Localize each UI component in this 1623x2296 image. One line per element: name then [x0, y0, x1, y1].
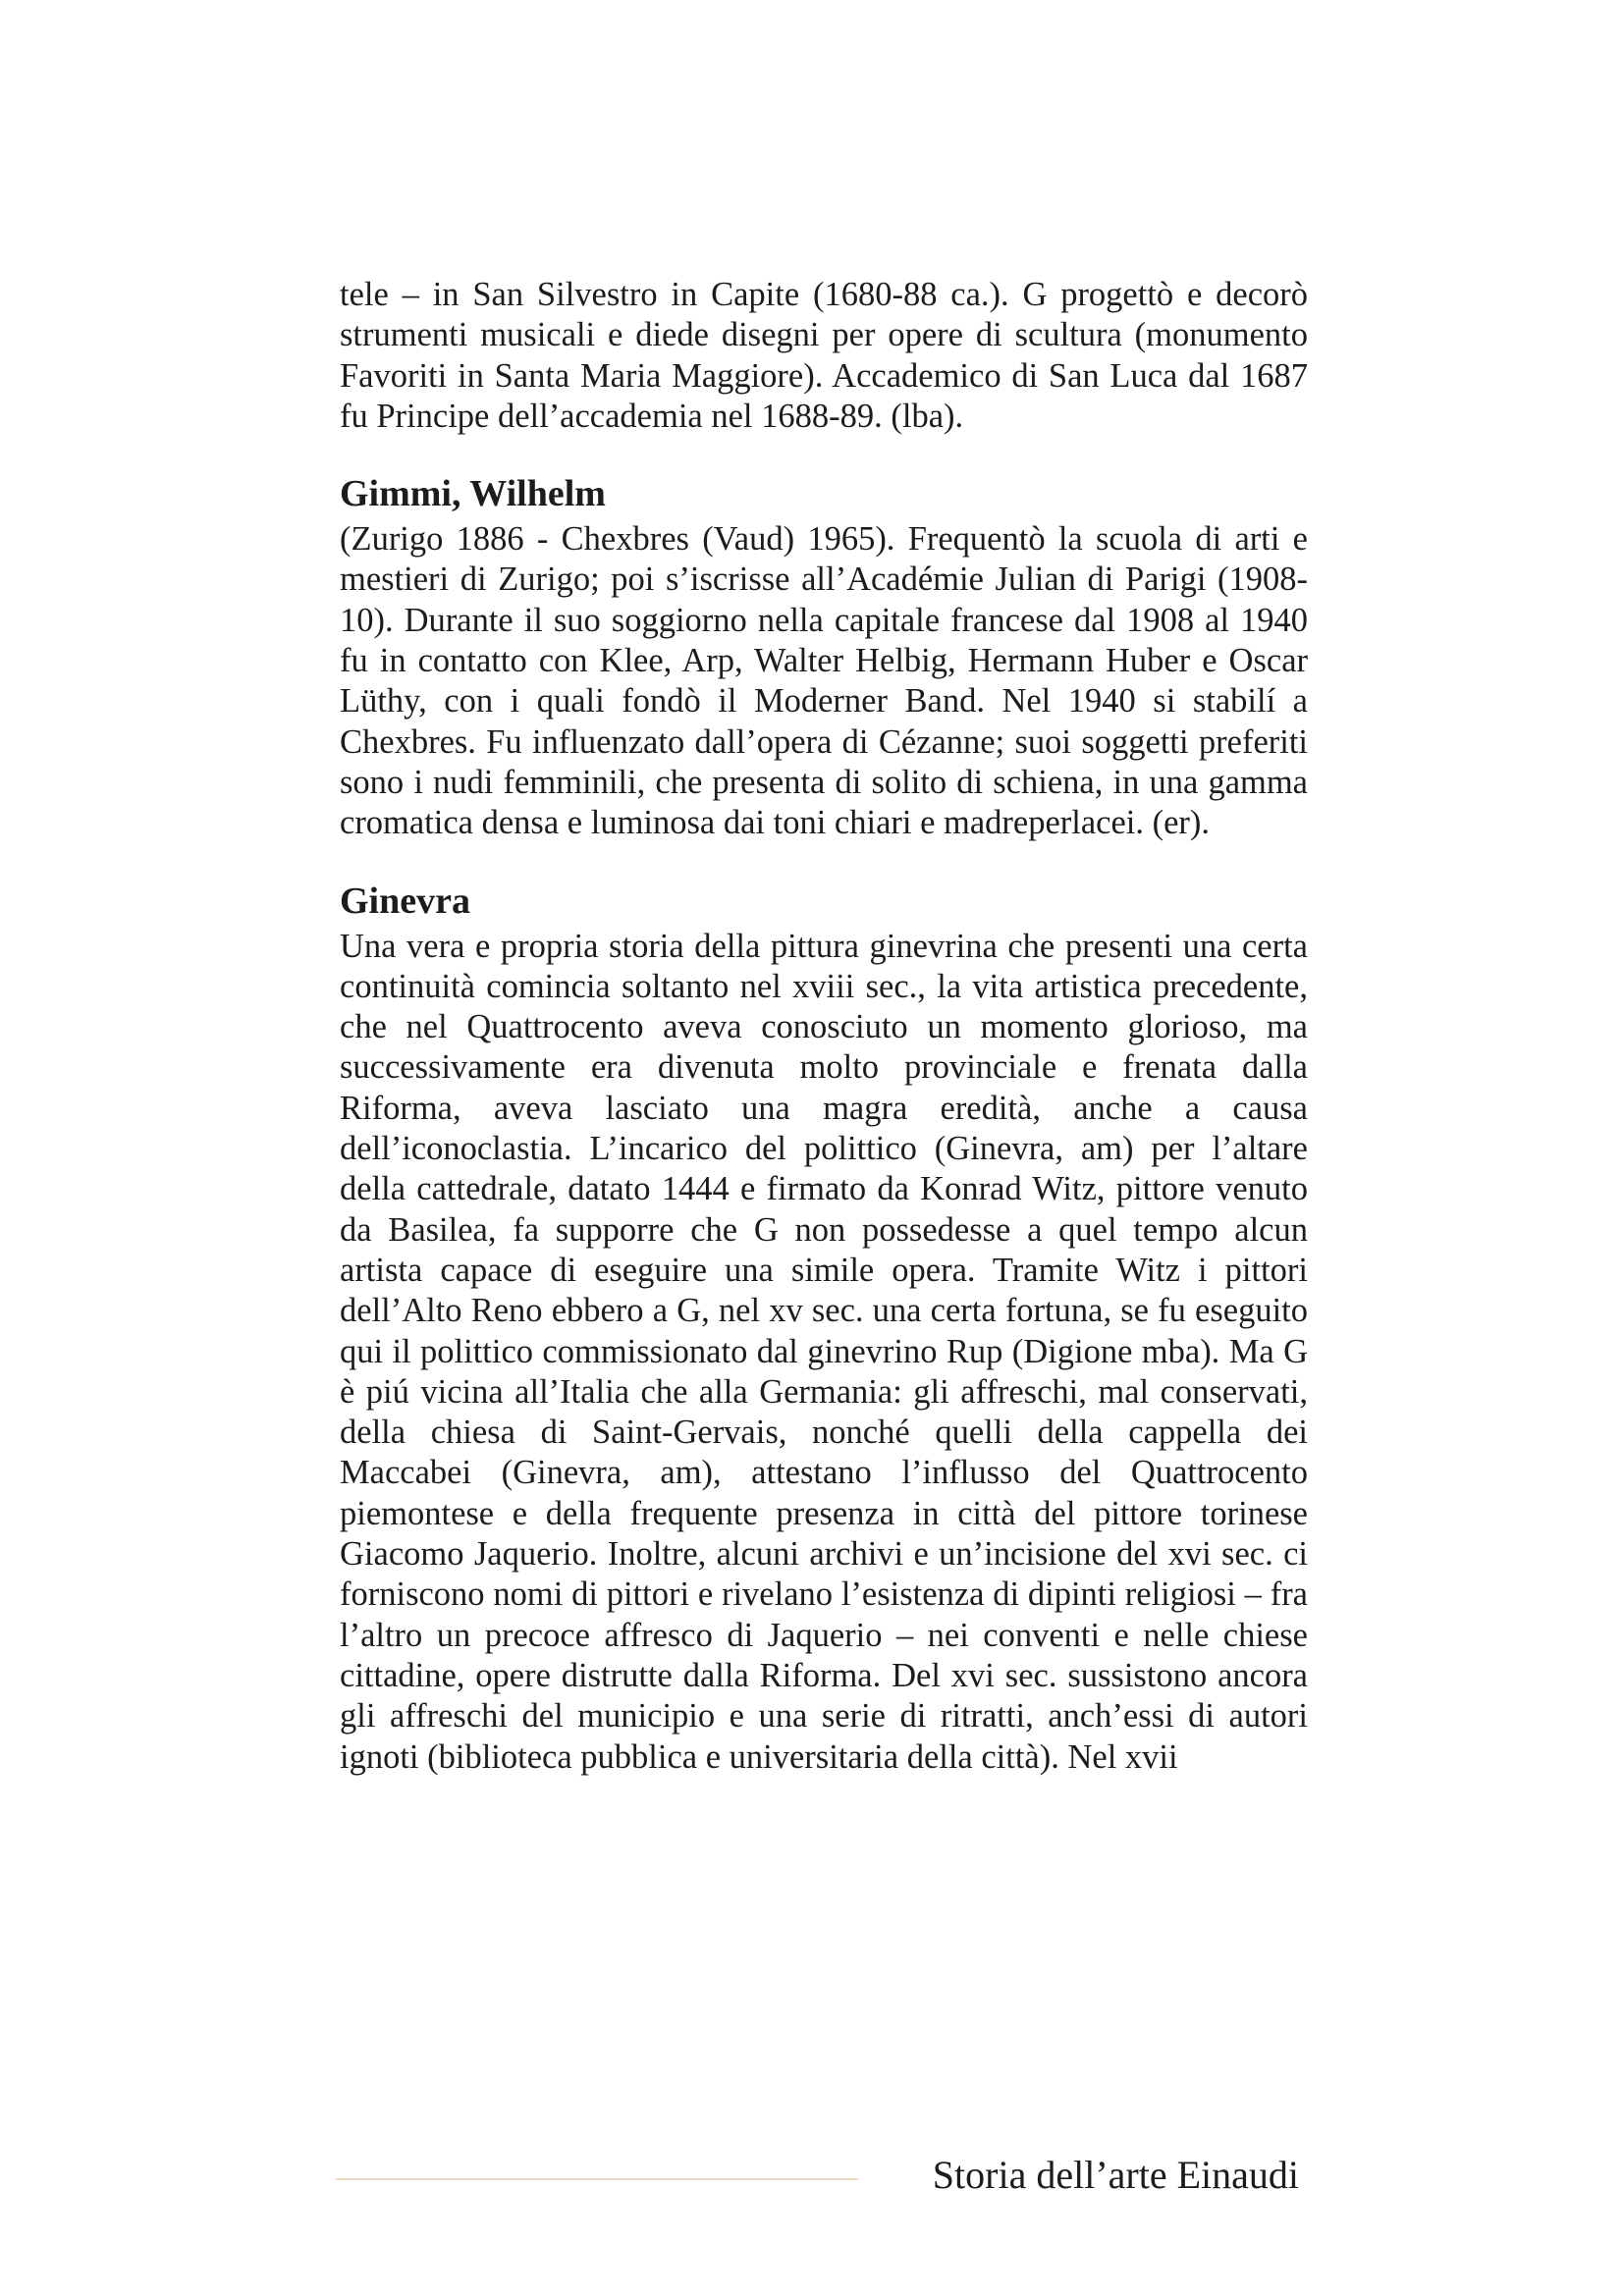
footer-title: Storia dell’arte Einaudi	[932, 2153, 1299, 2197]
entry-paragraph-gimmi: (Zurigo 1886 - Chexbres (Vaud) 1965). Frequentò la scuola di arti e mestieri di Zurigo; poi s’iscrisse all’Académie Julian di Parigi (1908-10). Durante il suo soggiorno nella capitale francese dal 1908 al 1940 fu in contatto con Klee, Arp, Walter Helbig, Hermann Huber e Oscar Lüthy, con i quali fondò il Moderner Band. Nel 1940 si stabilí a Chexbres. Fu influenzato dall’opera di Cézanne; suoi soggetti preferiti sono i nudi femminili, che presenta di solito di schiena, in una gamma cromatica densa e luminosa dai toni chiari e madreperlacei. (er).	[340, 520, 1308, 842]
entry-title-ginevra: Ginevra	[340, 880, 470, 922]
footer-rule	[336, 2178, 858, 2180]
entry-title-gimmi: Gimmi, Wilhelm	[340, 473, 606, 515]
page-body	[340, 275, 1308, 1778]
intro-paragraph: tele – in San Silvestro in Capite (1680-88 ca.). G progettò e decorò strumenti musicali e diede disegni per opere di scultura (monumento Favoriti in Santa Maria Maggiore). Accademico di San Luca dal 1687 fu Principe dell’accademia nel 1688-89. (lba).	[340, 276, 1308, 435]
entry-paragraph-ginevra: Una vera e propria storia della pittura ginevrina che presenti una certa continuità comincia soltanto nel xviii sec., la vita artistica precedente, che nel Quattrocento aveva conosciuto un momento glorioso, ma successivamente era divenuta molto provinciale e frenata dalla Riforma, aveva lasciato una magra eredità, anche a causa dell’iconoclastia. L’incarico del polittico (Ginevra, am) per l’altare della cattedrale, datato 1444 e firmato da Konrad Witz, pittore venuto da Basilea, fa supporre che G non possedesse a quel tempo alcun artista capace di eseguire una simile opera. Tramite Witz i pittori dell’Alto Reno ebbero a G, nel xv sec. una certa fortuna, se fu eseguito qui il polittico commissionato dal ginevrino Rup (Digione mba). Ma G è piú vicina all’Italia che alla Germania: gli affreschi, mal conservati, della chiesa di Saint-Gervais, nonché quelli della cappella dei Maccabei (Ginevra, am), attestano l’influsso del Quattrocento piemontese e della frequente presenza in città del pittore torinese Giacomo Jaquerio. Inoltre, alcuni archivi e un’incisione del xvi sec. ci forniscono nomi di pittori e rivelano l’esistenza di dipinti religiosi – fra l’altro un precoce affresco di Jaquerio – nei conventi e nelle chiese cittadine, opere distrutte dalla Riforma. Del xvi sec. sussistono ancora gli affreschi del municipio e una serie di ritratti, anch’essi di autori ignoti (biblioteca pubblica e universitaria della città). Nel xvii	[340, 927, 1308, 1776]
